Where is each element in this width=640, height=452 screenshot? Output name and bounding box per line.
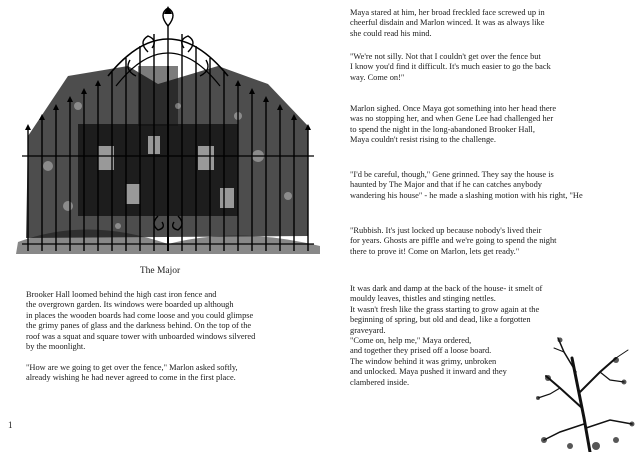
page-number: 1 <box>8 420 13 430</box>
right-paragraph-4: "I'd be careful, though," Gene grinned. They say the house is haunted by The Major and that if he can catches anybody wandering his house" - he made a slashing motion with his right, "He <box>350 170 583 200</box>
right-paragraph-5: "Rubbish. It's just locked up because nobody's lived their for years. Ghosts are piffle and we're going to spend the night there to prove it! Come on Marlon, lets get ready." <box>350 226 557 256</box>
left-paragraph-1: Brooker Hall loomed behind the high cast iron fence and the overgrown garden. Its windows were boarded up although in places the wooden boards had come loose and you could glimpse the grimy panes of glass and the darkness behind. On the top of the roof was a squat and square tower with unboarded windows silvered by the moonlight. <box>26 290 256 352</box>
right-paragraph-1: Maya stared at him, her broad freckled face screwed up in cheerful disdain and Marlon winced. It was as always like she could read his mind. <box>350 8 545 38</box>
left-paragraph-2: "How are we going to get over the fence," Marlon asked softly, already wishing he had never agreed to come in the first place. <box>26 363 238 383</box>
illustration-caption: The Major <box>139 266 181 276</box>
haunted-gate-illustration <box>8 6 326 258</box>
right-paragraph-3: Marlon sighed. Once Maya got something into her head there was no stopping her, and when Gene Lee had challenged her to spend the night in the long-abandoned Brooker Hall, Maya couldn't resist rising to the challenge. <box>350 104 557 145</box>
right-paragraph-2: "We're not silly. Not that I couldn't get over the fence but I know you'd find it difficult. It's much easier to go the back way. Come on!" <box>350 52 551 82</box>
dead-tree-illustration <box>520 328 640 452</box>
right-paragraph-6: It was dark and damp at the back of the house- it smelt of mouldy leaves, thistles and stinging nettles. It wasn't fresh like the grass starting to grow again at the beginning of spring, but old and dead, like a forgotten graveyard. "Come on, help me," Maya ordered, and together they prised off a loose board. The window behind it was grimy, unbroken and unlocked. Maya pushed it inward and they clambered inside. <box>350 284 543 387</box>
